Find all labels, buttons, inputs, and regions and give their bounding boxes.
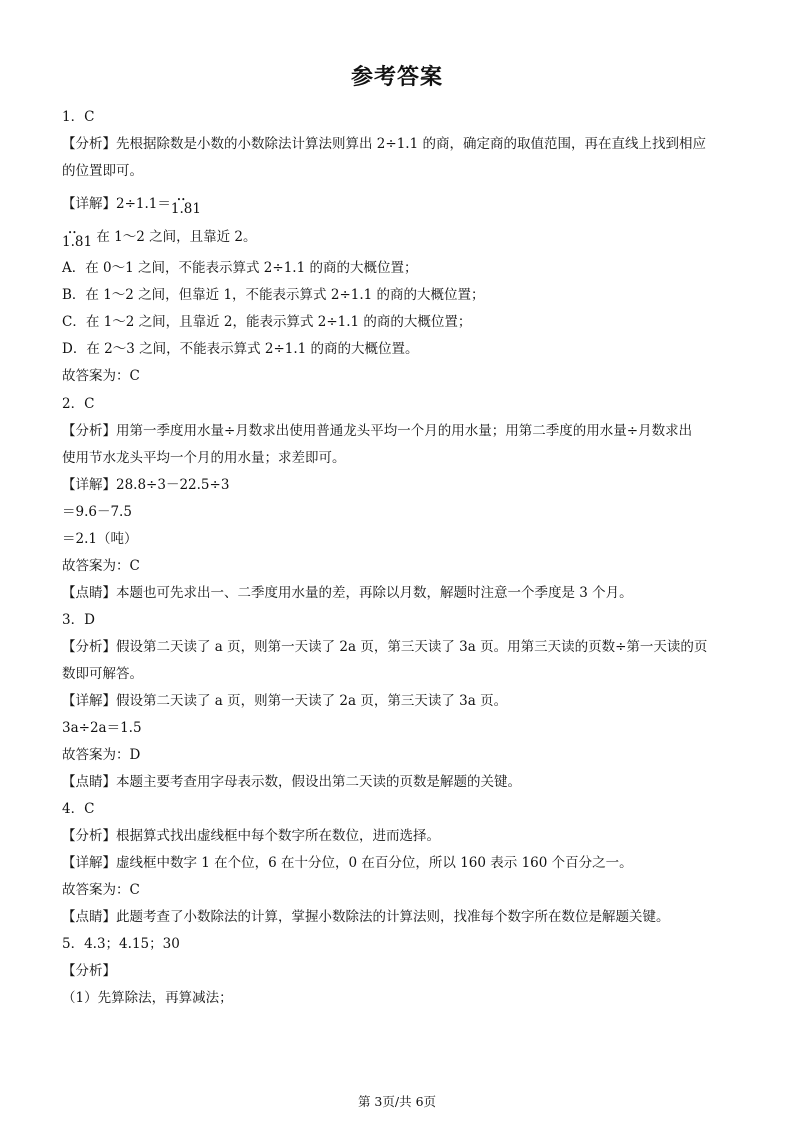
analysis-1-line1: 【分析】先根据除数是小数的小数除法计算法则算出 2÷1.1 的商，确定商的取值范围，再在直线上找到相应 [62,136,706,152]
option-d: D．在 2～3 之间，不能表示算式 2÷1.1 的商的大概位置。 [62,341,419,357]
detail-4: 【详解】虚线框中数字 1 在个位，6 在十分位，0 在百分位，所以 160 表示 160 个百分之一。 [62,855,633,871]
detail-1-text: 【详解】2÷1.1＝ [62,196,171,212]
option-a: A．在 0～1 之间，不能表示算式 2÷1.1 的商的大概位置； [62,260,418,276]
page-title: 参考答案 [350,65,443,90]
detail-1-line2 [62,228,257,250]
analysis-1-line2: 的位置即可。 [62,163,143,179]
option-c: C．在 1～2 之间，且靠近 2，能表示算式 2÷1.1 的商的大概位置； [62,314,472,330]
final-answer-2: 故答案为：C [62,558,140,574]
analysis-2-line1: 【分析】用第一季度用水量÷月数求出使用普通龙头平均一个月的用水量；用第二季度的用水量÷月数求出 [62,423,693,439]
comment-2: 【点睛】本题也可先求出一、二季度用水量的差，再除以月数，解题时注意一个季度是 3 个月。 [62,585,633,601]
repeating-decimal: • • 1.81 [171,200,201,218]
analysis-3-line2: 数即可解答。 [62,666,143,682]
detail-3: 【详解】假设第二天读了 a 页，则第一天读了 2a 页，第三天读了 3a 页。 [62,693,508,709]
answer-1: 1．C [62,109,95,125]
option-b: B．在 1～2 之间，但靠近 1，不能表示算式 2÷1.1 的商的大概位置； [62,287,485,303]
detail-1-text2: 在 1～2 之间，且靠近 2。 [92,229,257,245]
answer-2: 2．C [62,396,95,412]
detail-2-step1: ＝9.6－7.5 [62,504,132,520]
comment-4: 【点睛】此题考查了小数除法的计算，掌握小数除法的计算法则，找准每个数字所在数位是解题关键。 [62,909,670,925]
analysis-5-step1: （1）先算除法，再算减法； [62,990,233,1006]
repeating-decimal: • • 1.81 [62,233,92,251]
detail-1-line [62,195,201,217]
comment-3: 【点睛】本题主要考查用字母表示数，假设出第二天读的页数是解题的关键。 [62,774,521,790]
detail-2: 【详解】28.8÷3－22.5÷3 [62,477,230,493]
analysis-4: 【分析】根据算式找出虚线框中每个数字所在数位，进而选择。 [62,828,440,844]
analysis-3-line1: 【分析】假设第二天读了 a 页，则第一天读了 2a 页，第三天读了 3a 页。用第三天读的页数÷第一天读的页 [62,639,708,655]
final-answer-1: 故答案为：C [62,368,140,384]
page-footer: 第 3页/共 6页 [357,1094,437,1109]
answer-4: 4．C [62,801,95,817]
detail-3-step1: 3a÷2a＝1.5 [62,720,142,736]
analysis-5-heading: 【分析】 [62,963,116,979]
detail-2-step2: ＝2.1（吨） [62,531,138,547]
answer-5: 5．4.3；4.15；30 [62,936,180,952]
answer-3: 3．D [62,612,95,628]
final-answer-3: 故答案为：D [62,747,141,763]
analysis-2-line2: 使用节水龙头平均一个月的用水量；求差即可。 [62,450,346,466]
final-answer-4: 故答案为：C [62,882,140,898]
